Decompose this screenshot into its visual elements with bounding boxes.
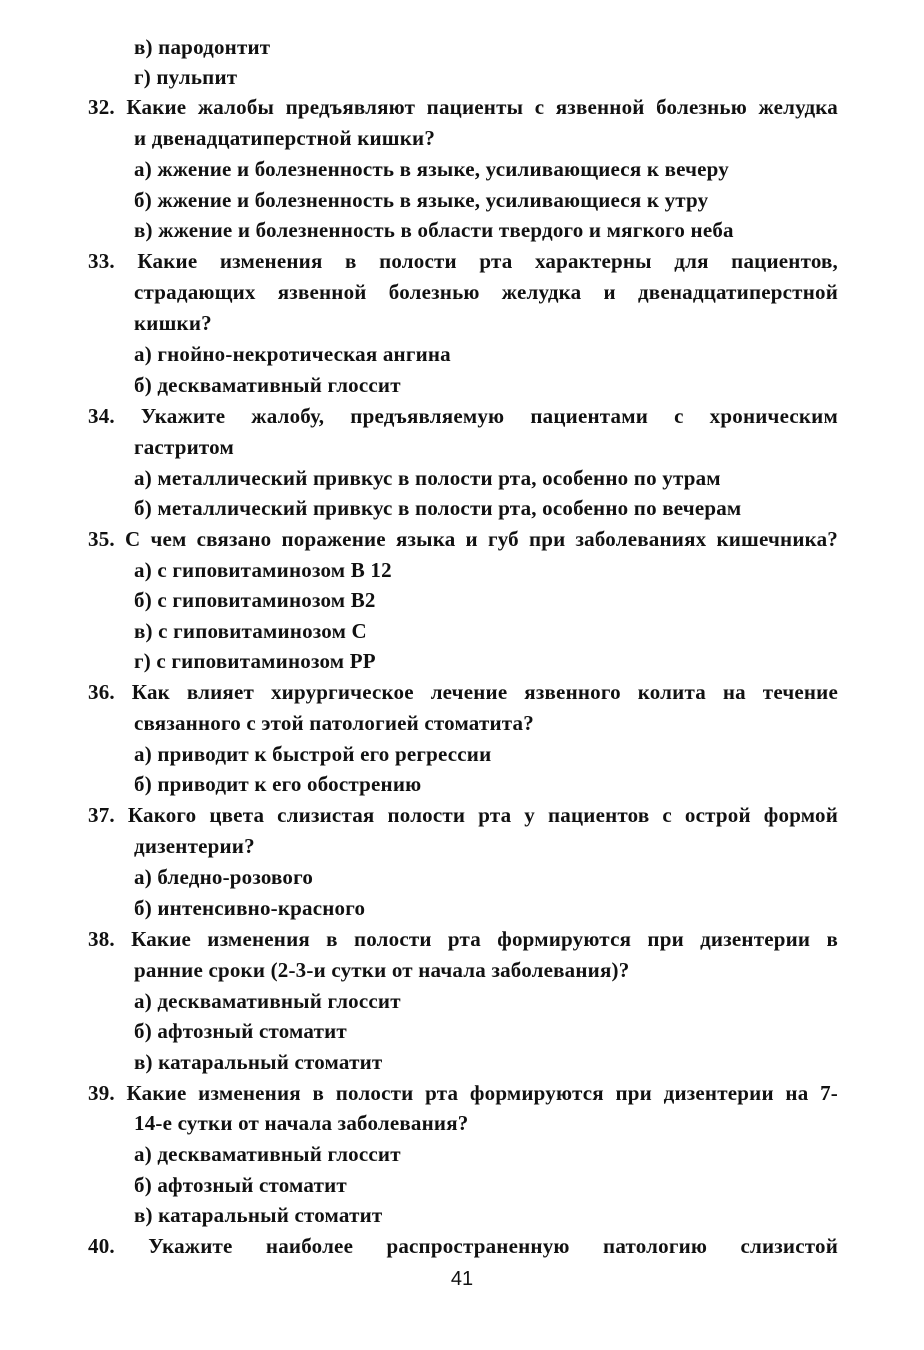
answer-option: б) с гиповитаминозом В2 [134, 588, 376, 612]
question-37: 37. Какого цвета слизистая полости рта у пациентов с острой формой [88, 803, 838, 827]
question-34-continuation: гастритом [134, 435, 234, 459]
question-33: 33. Какие изменения в полости рта характерны для пациентов, [88, 249, 838, 273]
answer-option: в) жжение и болезненность в области твердого и мягкого неба [134, 218, 734, 242]
answer-option: в) катаральный стоматит [134, 1203, 383, 1227]
answer-option: в) с гиповитаминозом С [134, 619, 367, 643]
answer-option: а) бледно-розового [134, 865, 314, 889]
answer-option: б) интенсивно-красного [134, 896, 366, 920]
question-36-continuation: связанного с этой патологией стоматита? [134, 711, 534, 735]
question-39: 39. Какие изменения в полости рта формируются при дизентерии на 7- [88, 1081, 838, 1105]
answer-option: б) десквамативный глоссит [134, 373, 401, 397]
question-38-continuation: ранние сроки (2-3-и сутки от начала заболевания)? [134, 958, 630, 982]
answer-option: г) с гиповитаминозом РР [134, 649, 376, 673]
question-32-continuation: и двенадцатиперстной кишки? [134, 126, 436, 150]
answer-option: а) приводит к быстрой его регрессии [134, 742, 492, 766]
question-38: 38. Какие изменения в полости рта формируются при дизентерии в [88, 927, 838, 951]
question-32: 32. Какие жалобы предъявляют пациенты с язвенной болезнью желудка [88, 95, 838, 119]
answer-option: а) металлический привкус в полости рта, особенно по утрам [134, 466, 721, 490]
question-37-continuation: дизентерии? [134, 834, 255, 858]
answer-option: б) приводит к его обострению [134, 772, 422, 796]
answer-option: г) пульпит [134, 65, 238, 89]
answer-option: в) пародонтит [134, 35, 271, 59]
question-40: 40. Укажите наиболее распространенную патологию слизистой [88, 1234, 838, 1258]
answer-option: а) жжение и болезненность в языке, усиливающиеся к вечеру [134, 157, 729, 181]
question-39-continuation: 14-е сутки от начала заболевания? [134, 1111, 469, 1135]
page-number: 41 [450, 1268, 474, 1290]
question-34: 34. Укажите жалобу, предъявляемую пациентами с хроническим [88, 404, 838, 428]
answer-option: а) десквамативный глоссит [134, 1142, 401, 1166]
question-35: 35. С чем связано поражение языка и губ при заболеваниях кишечника? [88, 527, 838, 551]
question-33-continuation: кишки? [134, 311, 212, 335]
answer-option: а) с гиповитаминозом В 12 [134, 558, 392, 582]
answer-option: а) десквамативный глоссит [134, 989, 401, 1013]
question-33-continuation: страдающих язвенной болезнью желудка и двенадцатиперстной [134, 280, 838, 304]
answer-option: в) катаральный стоматит [134, 1050, 383, 1074]
answer-option: б) афтозный стоматит [134, 1173, 347, 1197]
answer-option: а) гнойно-некротическая ангина [134, 342, 451, 366]
answer-option: б) металлический привкус в полости рта, особенно по вечерам [134, 496, 742, 520]
question-36: 36. Как влияет хирургическое лечение язвенного колита на течение [88, 680, 838, 704]
answer-option: б) жжение и болезненность в языке, усиливающиеся к утру [134, 188, 709, 212]
answer-option: б) афтозный стоматит [134, 1019, 347, 1043]
